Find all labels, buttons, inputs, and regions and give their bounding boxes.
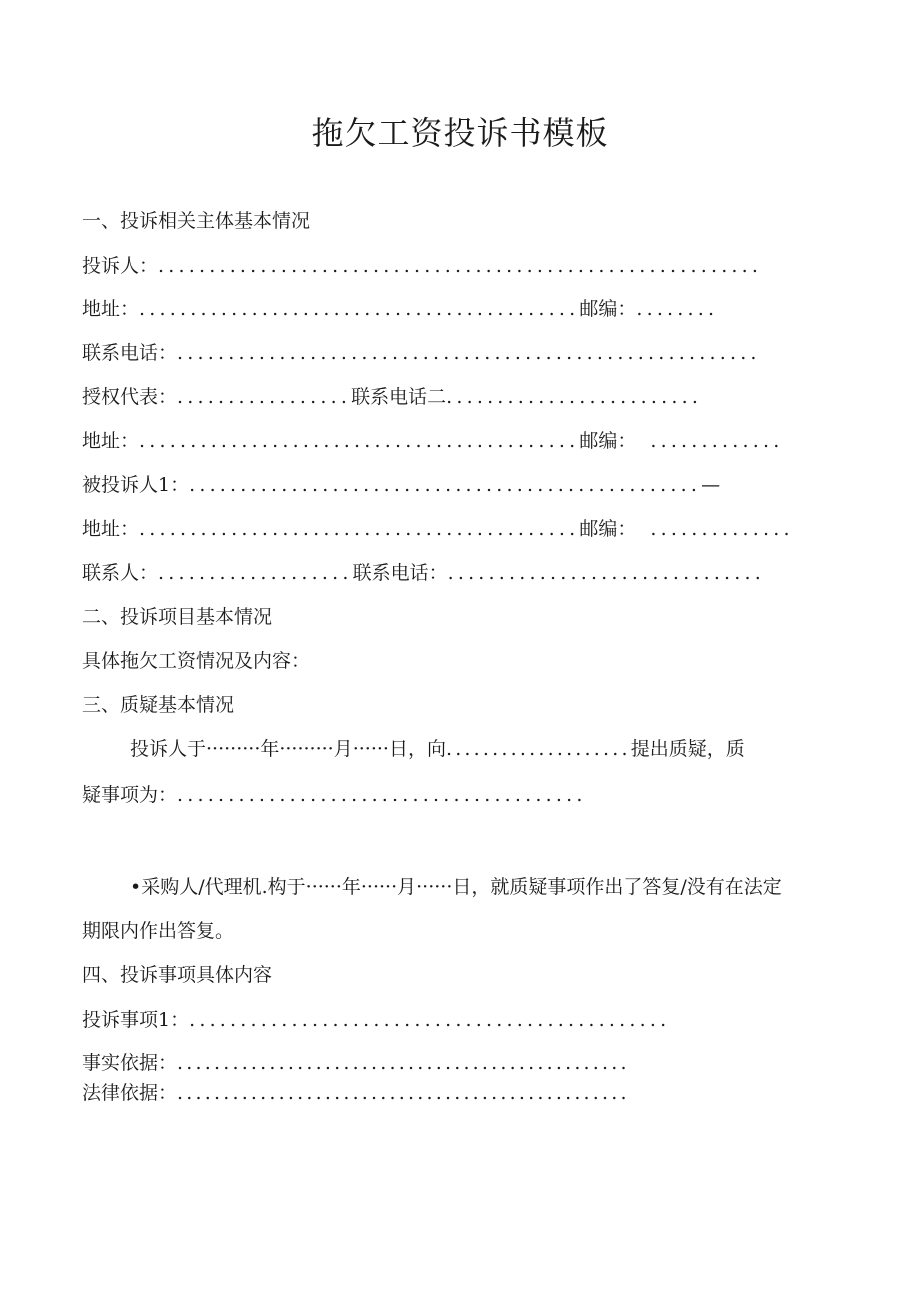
- challenge-matter-label: 疑事项为：: [82, 784, 178, 806]
- address3-row: [82, 516, 794, 542]
- contact-phone-blank: ...............................: [447, 562, 766, 584]
- address2-label: 地址：: [82, 430, 140, 452]
- challenge-matter-blank: ........................................: [177, 784, 587, 806]
- representative-blank: .................: [177, 386, 352, 408]
- address3-label: 地址：: [82, 518, 140, 540]
- facts-label: 事实依据：: [82, 1052, 178, 1074]
- challenge-para2-line2: 期限内作出答复。: [82, 920, 235, 942]
- challenge-para1-line2: [82, 782, 587, 808]
- representative-label: 授权代表：: [82, 386, 178, 408]
- contact-label: 联系人：: [82, 562, 159, 584]
- wage-detail-label: 具体拖欠工资情况及内容：: [82, 650, 311, 672]
- contact-blank: ...................: [158, 562, 353, 584]
- complaint-item1-blank: ...............................................: [189, 1009, 671, 1031]
- document-title: 拖欠工资投诉书模板: [311, 114, 609, 152]
- postcode2-label: 邮编：: [579, 430, 637, 452]
- challenge-raised-text: 提出质疑，质: [630, 738, 745, 760]
- complaint-item1-label: 投诉事项1：: [82, 1009, 190, 1031]
- complainant-label: 投诉人：: [82, 255, 159, 277]
- address3-blank: ...........................................: [139, 518, 580, 540]
- legal-blank: .................................................: [177, 1082, 630, 1104]
- phone2-label: 联系电话二: [351, 386, 447, 408]
- section2-heading: 二、投诉项目基本情况: [82, 606, 273, 628]
- phone-label: 联系电话：: [82, 342, 178, 364]
- facts-blank: .................................................: [177, 1052, 630, 1074]
- complainant-blank: ...........................................................: [158, 255, 763, 277]
- contact-phone-label: 联系电话：: [352, 562, 448, 584]
- phone-blank: .........................................................: [177, 342, 761, 364]
- postcode2-blank: .............: [650, 430, 784, 452]
- address1-blank: ...........................................: [139, 298, 580, 320]
- postcode1-blank: ........: [636, 298, 719, 320]
- section3-heading: 三、质疑基本情况: [82, 694, 235, 716]
- postcode3-label: 邮编：: [579, 518, 637, 540]
- section4-heading: 四、投诉事项具体内容: [82, 964, 273, 986]
- challenge-date-text: 投诉人于·········年·········月······日，向: [130, 738, 446, 760]
- respondent-blank: ..................................................: [189, 474, 702, 496]
- postcode3-blank: ..............: [650, 518, 794, 540]
- section1-heading: 一、投诉相关主体基本情况: [82, 210, 311, 232]
- postcode1-label: 邮编：: [579, 298, 637, 320]
- challenge-para2-line1: •采购人/代理机.构于······年······月······日，就质疑事项作出了答复/没有在法定: [130, 876, 782, 898]
- respondent-label: 被投诉人1：: [82, 474, 190, 496]
- respondent-dash: —: [701, 474, 721, 496]
- challenge-para1-line1: [130, 736, 745, 762]
- representative-row: [82, 384, 702, 410]
- address1-label: 地址：: [82, 298, 140, 320]
- contact-row: [82, 560, 765, 586]
- address2-blank: ...........................................: [139, 430, 580, 452]
- legal-row: [82, 1080, 630, 1106]
- respondent-row: [82, 472, 720, 498]
- phone-row: [82, 340, 761, 366]
- complaint-item1-row: [82, 1007, 670, 1033]
- address1-row: [82, 296, 718, 322]
- complainant-row: [82, 253, 762, 279]
- challenge-target-blank: ....................: [445, 738, 631, 760]
- phone2-blank: .........................: [446, 386, 703, 408]
- facts-row: [82, 1050, 630, 1076]
- address2-row: [82, 428, 783, 454]
- legal-label: 法律依据：: [82, 1082, 178, 1104]
